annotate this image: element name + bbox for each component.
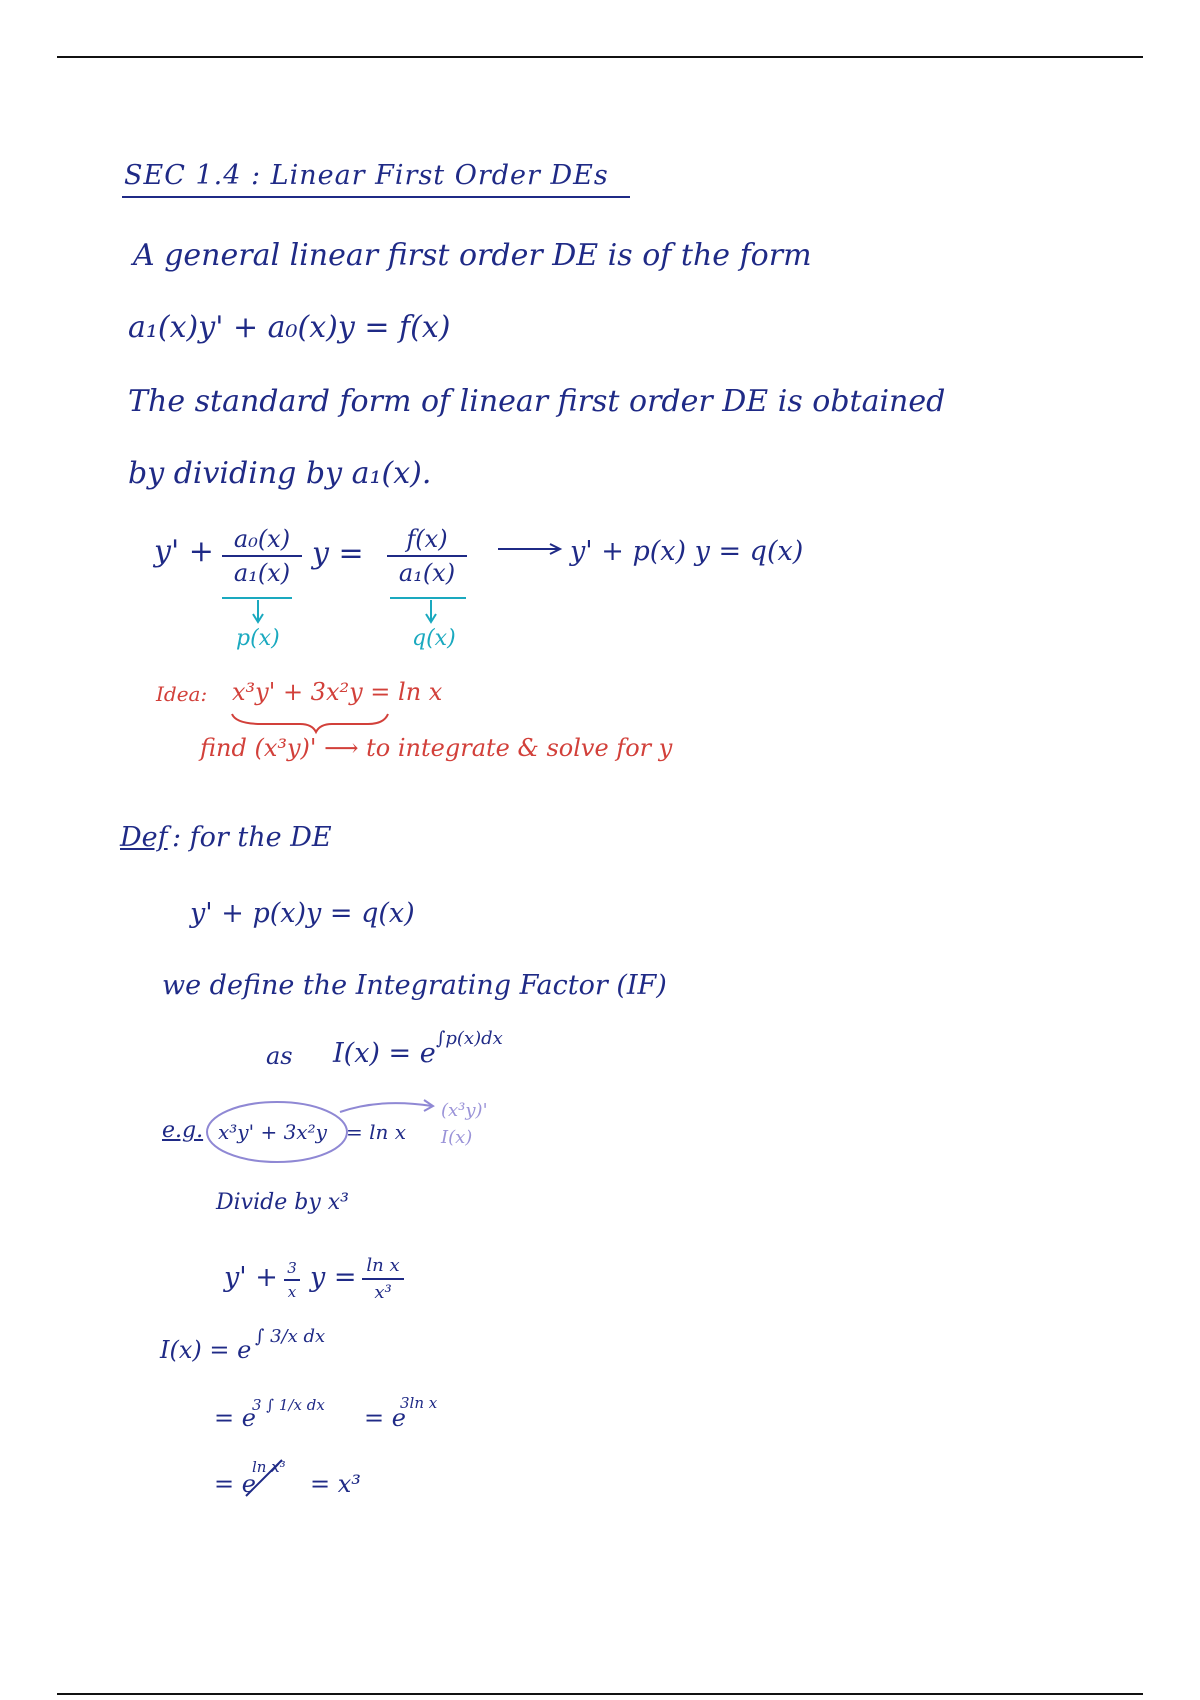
intro-line-2: The standard form of linear first order DE is obtained [128,384,946,419]
fraction-denominator: x³ [374,1282,392,1303]
if-step-3-exponent: ln x³ [252,1458,286,1476]
if-step-1-base: I(x) = e [160,1336,252,1364]
section-title: SEC 1.4 : Linear First Order DEs [124,160,609,191]
fraction-denominator: x [287,1283,297,1301]
as-word: as [266,1042,293,1070]
annotation-integrating-factor: I(x) [441,1127,473,1148]
integrating-factor-definition: we define the Integrating Factor (IF) [162,970,667,1001]
if-step-2-base: = e [214,1404,256,1432]
fraction-numerator: ln x [366,1255,400,1276]
if-step-3-result: = x³ [310,1470,361,1498]
underbrace [232,714,388,732]
definition-equation: y' + p(x)y = q(x) [190,898,415,929]
example-label: e.g. [162,1118,204,1143]
q-of-x-label: q(x) [412,626,456,651]
if-step-2-exponent: 3 ∫ 1/x dx [252,1396,325,1414]
standard-form-result: y' + p(x) y = q(x) [570,536,804,567]
cancel-slash [246,1460,282,1496]
p-of-x-label: p(x) [236,626,280,651]
annotation-product-derivative: (x³y)' [441,1100,488,1121]
f-numerator: f(x) [406,525,448,553]
if-formula-base: I(x) = e [333,1038,436,1069]
idea-label: Idea: [156,682,208,706]
example-equals-ln: = ln x [346,1120,407,1144]
y-equals: y = [312,536,364,571]
if-step-2-equals-exponent: 3ln x [400,1394,438,1412]
a0-numerator: a₀(x) [233,525,291,553]
example-circled-expression: x³y' + 3x²y [218,1120,327,1144]
divided-eq-lhs: y' + [224,1262,278,1293]
a1-denominator: a₁(x) [233,559,291,587]
intro-line-1: A general linear first order DE is of the form [133,238,812,273]
general-form-equation: a₁(x)y' + a₀(x)y = f(x) [128,310,451,345]
if-step-3-base: = e [214,1470,256,1498]
annotation-arrow [340,1103,432,1112]
definition-label: Def [120,822,168,853]
if-step-2-equals: = e [364,1404,406,1432]
idea-note: find (x³y)' ⟶ to integrate & solve for y [200,734,673,762]
divide-step: Divide by x³ [216,1190,349,1215]
definition-line: : for the DE [172,822,332,853]
divided-eq-mid: y = [310,1262,357,1293]
if-formula-exponent: ∫p(x)dx [436,1028,503,1049]
if-step-1-exponent: ∫ 3/x dx [255,1326,326,1347]
bottom-rule [57,1693,1143,1695]
fraction-numerator: 3 [287,1259,297,1277]
y-prime-plus: y' + [154,534,214,569]
a1-denominator: a₁(x) [398,559,456,587]
circled-expression-ellipse [207,1102,347,1162]
idea-equation: x³y' + 3x²y = ln x [232,678,443,706]
intro-line-3: by dividing by a₁(x). [128,456,432,491]
